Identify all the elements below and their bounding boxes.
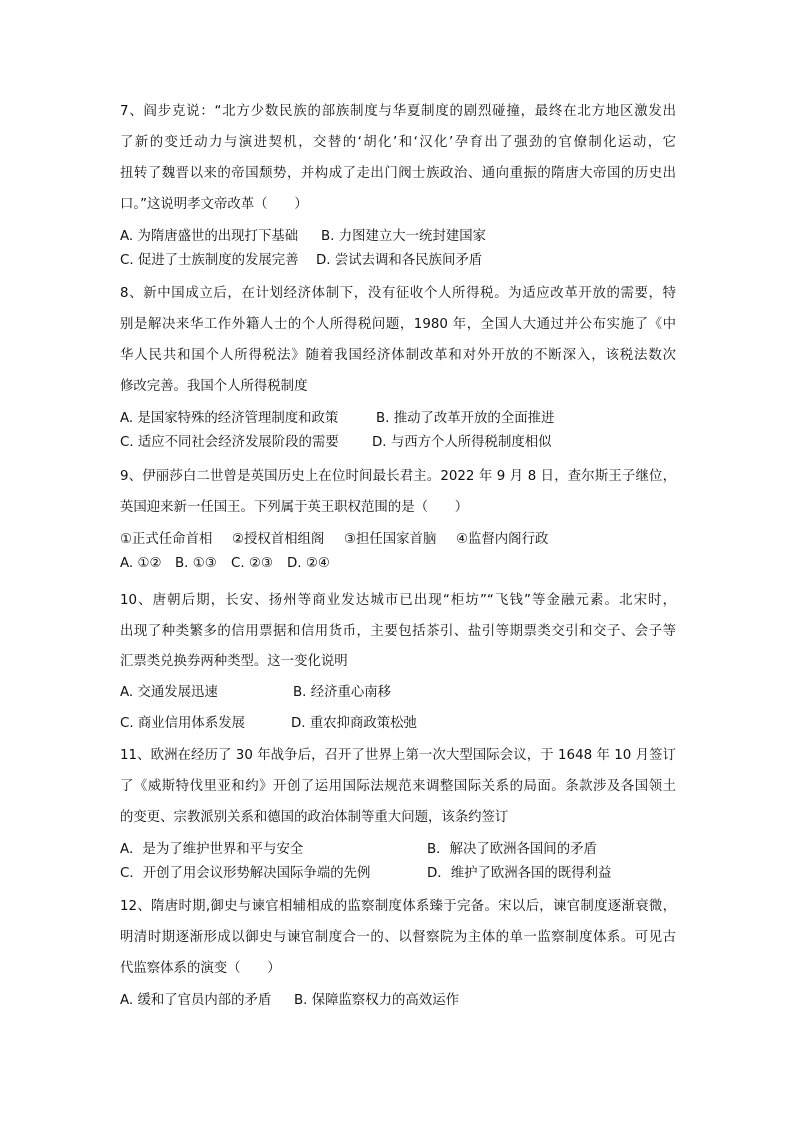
question-stem-line: 汇票类兑换券两种类型。这一变化说明 [120,654,348,669]
option-c: C. 商业信用体系发展 [120,716,245,731]
option-c: C. ②③ [231,556,273,571]
option-d: D．维护了欧洲各国的既得利益 [427,866,612,881]
option-b: B．解决了欧洲各国间的矛盾 [427,842,597,857]
question-stem-line: 了新的变迁动力与演进契机，交替的‘胡化’和‘汉化’孕育出了强劲的官僚制化运动，它 [120,135,676,150]
statement-item: ③担任国家首脑 [344,532,437,547]
option-d: D. ②④ [287,556,330,571]
option-a: A. 缓和了官员内部的矛盾 [120,993,272,1008]
question-stem-line: 9、伊丽莎白二世曾是英国历史上在位时间最长君主。2022 年 9 月 8 日，查尔斯王子继位， [120,469,676,484]
question-stem-line: 12、隋唐时期,御史与谏官相辅相成的监察制度体系臻于完备。宋以后，谏官制度逐渐衰微， [120,899,676,914]
option-a: A. 是国家特殊的经济管理制度和政策 [120,411,339,426]
option-a: A. 交通发展迅速 [120,685,218,700]
option-a: A．是为了维护世界和平与安全 [120,842,304,857]
question-stem-line: 10、唐朝后期，长安、扬州等商业发达城市已出现“柜坊”“飞钱”等金融元素。北宋时， [120,593,676,608]
question-stem-line: 别是解决来华工作外籍人士的个人所得税问题，1980 年，全国人大通过并公布实施了《中 [120,317,676,332]
option-d: D. 重农抑商政策松弛 [291,716,417,731]
question-stem-line: 11、欧洲在经历了 30 年战争后，召开了世界上第一次大型国际会议，于 1648 年 10 月签订 [120,748,676,763]
statement-item: ②授权首相组阁 [232,532,325,547]
question-stem-line: 扭转了魏晋以来的帝国颓势，并构成了走出门阀士族政治、通向重振的隋唐大帝国的历史出 [120,166,676,181]
statement-item: ④监督内阁行政 [456,532,549,547]
question-stem-line: 7、阎步克说：“北方少数民族的部族制度与华夏制度的剧烈碰撞，最终在北方地区激发出 [120,104,676,119]
question-stem-line: 口。”这说明孝文帝改革（ ） [120,197,308,212]
question-stem-line: 的变更、宗教派别关系和德国的政治体制等重大问题，该条约签订 [120,810,509,825]
question-stem-line: 华人民共和国个人所得税法》随着我国经济体制改革和对外开放的不断深入，该税法数次 [120,348,676,363]
statement-item: ①正式任命首相 [120,532,213,547]
option-b: B. 经济重心南移 [293,685,392,700]
question-stem-line: 明清时期逐渐形成以御史与谏官制度合一的、以督察院为主体的单一监察制度体系。可见古 [120,930,676,945]
option-a: A. ①② [120,556,162,571]
option-c: C. 适应不同社会经济发展阶段的需要 [120,435,339,450]
option-b: B. ①③ [175,556,217,571]
option-d: D. 与西方个人所得税制度相似 [372,435,552,450]
question-stem-line: 代监察体系的演变（ ） [120,961,281,976]
question-stem-line: 了《威斯特伐里亚和约》开创了运用国际法规范来调整国际关系的局面。条款涉及各国领土 [120,779,676,794]
option-b: B. 保障监察权力的高效运作 [294,993,459,1008]
option-a: A. 为隋唐盛世的出现打下基础 [120,229,299,244]
question-stem-line: 8、新中国成立后，在计划经济体制下，没有征收个人所得税。为适应改革开放的需要，特 [120,286,676,301]
question-stem-line: 出现了种类繁多的信用票据和信用货币，主要包括茶引、盐引等期票类交引和交子、会子等 [120,624,676,639]
option-b: B. 推动了改革开放的全面推进 [376,411,555,426]
option-d: D. 尝试去调和各民族间矛盾 [316,253,483,268]
option-c: C．开创了用会议形势解决国际争端的先例 [120,866,371,881]
option-b: B. 力图建立大一统封建国家 [321,229,486,244]
option-c: C. 促进了士族制度的发展完善 [120,253,299,268]
question-stem-line: 英国迎来新一任国王。下列属于英王职权范围的是（ ） [120,500,469,515]
question-stem-line: 修改完善。我国个人所得税制度 [120,379,308,394]
